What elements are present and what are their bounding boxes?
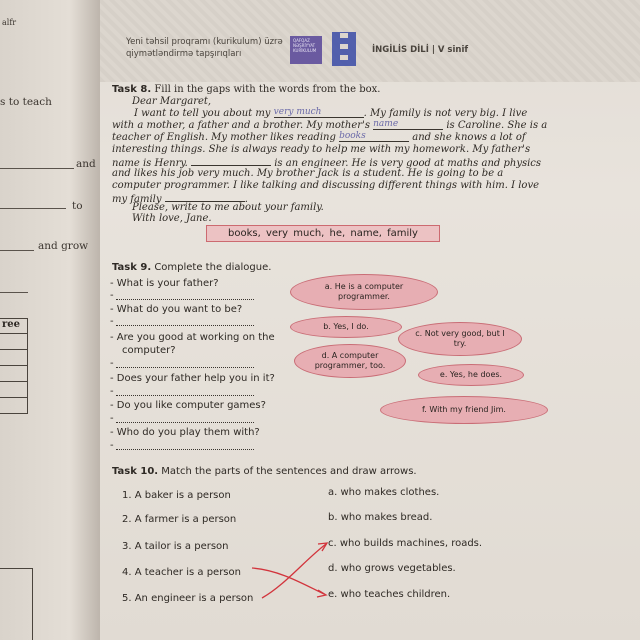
- letter-text: teacher of English. My mother likes reading: [112, 132, 336, 143]
- handwritten-answer: very much: [273, 107, 322, 117]
- match-left-2[interactable]: 2. A farmer is a person: [122, 514, 237, 525]
- answer-bubble-b[interactable]: b. Yes, I do.: [290, 316, 402, 338]
- match-left-1[interactable]: 1. A baker is a person: [122, 490, 231, 501]
- left-page-fragment: to: [72, 200, 83, 212]
- letter-text: I want to tell you about my: [134, 108, 271, 119]
- task9-heading: [112, 262, 271, 273]
- header-subject: İNGİLİS DİLİ | V sinif: [372, 45, 469, 55]
- match-right-c[interactable]: c. who builds machines, roads.: [328, 538, 483, 549]
- left-page-box: [0, 568, 33, 640]
- letter-text: With love, Jane.: [132, 213, 212, 224]
- match-left-3[interactable]: 3. A tailor is a person: [122, 541, 229, 552]
- left-page-blank: [0, 208, 66, 209]
- letter-text: and likes his job very much. My brother Jack is a student. He is going to be a: [112, 168, 504, 179]
- letter-line: [112, 132, 526, 143]
- publisher-logo: QAFQAZ NƏŞRİYYAT KURİKULUM: [290, 36, 322, 64]
- left-table-cell: [0, 382, 28, 398]
- left-table-cell: [0, 350, 28, 366]
- gap-field[interactable]: [165, 192, 245, 202]
- answer-bubble-f[interactable]: f. With my friend Jim.: [380, 396, 548, 424]
- dialogue-dash: -: [110, 386, 114, 397]
- match-right-e[interactable]: e. who teaches children.: [328, 589, 451, 600]
- gap-field[interactable]: [191, 156, 271, 166]
- left-table-cell: [0, 366, 28, 382]
- task9-label: Task 9.: [112, 262, 152, 273]
- task8-instruction: Fill in the gaps with the words from the box.: [154, 84, 381, 95]
- gap-field[interactable]: [373, 120, 443, 130]
- dialogue-question: - Do you like computer games?: [110, 400, 266, 411]
- left-page-blank: [0, 292, 28, 293]
- letter-text: computer programmer. I like talking and discussing different things with him. I love: [112, 180, 540, 191]
- letter-line: [112, 144, 530, 155]
- arrowhead-icon: [317, 590, 326, 597]
- letter-line: [112, 168, 503, 179]
- task10-label: Task 10.: [112, 466, 159, 477]
- header-program-title: [126, 36, 283, 60]
- left-table-cell: [0, 398, 28, 414]
- answer-bubble-d[interactable]: d. A computer programmer, too.: [294, 344, 406, 378]
- task8-heading: [112, 84, 380, 95]
- gap-field[interactable]: [339, 132, 409, 142]
- header-line-1: Yeni təhsil proqramı (kurikulum) üzrə: [126, 37, 283, 47]
- left-page-blank: [0, 250, 34, 251]
- letter-line: [112, 120, 547, 131]
- dialogue-dash: -: [110, 358, 114, 369]
- left-page-fragment: and grow: [38, 240, 89, 252]
- dialogue-dash: -: [110, 290, 114, 301]
- letter-text: with a mother, a father and a brother. My mother's: [112, 120, 370, 131]
- task10-heading: [112, 466, 417, 477]
- task8-label: Task 8.: [112, 84, 152, 95]
- dialogue-dash: -: [110, 413, 114, 424]
- left-page-fragment: and: [76, 158, 96, 170]
- answer-bubble-e[interactable]: e. Yes, he does.: [418, 364, 524, 386]
- handwritten-answer: books: [339, 131, 366, 141]
- letter-line: [112, 180, 539, 191]
- dialogue-answer-field[interactable]: [116, 366, 254, 368]
- letter-text: Please, write to me about your family.: [132, 202, 324, 213]
- letter-text: is an engineer. He is very good at maths and physics: [274, 158, 542, 169]
- answer-bubble-c[interactable]: c. Not very good, but I try.: [398, 322, 522, 356]
- task9-instruction: Complete the dialogue.: [154, 262, 272, 273]
- match-arrow-4-e: [252, 568, 324, 594]
- dialogue-question: - Does your father help you in it?: [110, 373, 275, 384]
- left-page: [0, 0, 100, 640]
- letter-text: is Caroline. She is a: [446, 120, 548, 131]
- letter-line: [132, 96, 211, 107]
- match-arrow-5-c: [262, 544, 326, 598]
- letter-text: my family: [112, 194, 162, 205]
- letter-line: [132, 213, 212, 224]
- dialogue-dash: -: [110, 316, 114, 327]
- word-box: books, very much, he, name, family: [206, 225, 440, 242]
- letter-text: . My family is not very big. I live: [363, 108, 528, 119]
- gap-field[interactable]: [274, 108, 364, 118]
- left-page-fragment: s to teach: [0, 96, 52, 108]
- dialogue-question: - Are you good at working on the: [110, 332, 275, 343]
- match-left-4[interactable]: 4. A teacher is a person: [122, 567, 241, 578]
- right-page: [100, 0, 640, 640]
- letter-line: [132, 202, 324, 213]
- dialogue-answer-field[interactable]: [116, 448, 254, 450]
- dialogue-answer-field[interactable]: [116, 421, 254, 423]
- left-page-blank: [0, 168, 74, 169]
- letter-text: Dear Margaret,: [132, 96, 212, 107]
- match-right-d[interactable]: d. who grows vegetables.: [328, 563, 456, 574]
- arrowhead-icon: [318, 543, 327, 551]
- letter-text: .: [244, 194, 248, 205]
- dialogue-question: - What is your father?: [110, 278, 219, 289]
- header-line-2: qiymətləndirmə tapşırıqları: [126, 49, 242, 59]
- match-right-a[interactable]: a. who makes clothes.: [328, 487, 440, 498]
- handwritten-answer: name: [373, 119, 399, 129]
- dialogue-question: - Who do you play them with?: [110, 427, 260, 438]
- left-page-fragment: alfr: [2, 18, 17, 27]
- letter-text: and she knows a lot of: [412, 132, 526, 143]
- letter-text: name is Henry.: [112, 158, 188, 169]
- match-left-5[interactable]: 5. An engineer is a person: [122, 593, 254, 604]
- dialogue-question-cont: computer?: [122, 345, 176, 356]
- left-table-cell: [0, 334, 28, 350]
- dialogue-answer-field[interactable]: [116, 324, 254, 326]
- dialogue-question: - What do you want to be?: [110, 304, 243, 315]
- left-table-header: ree: [0, 319, 28, 334]
- letter-line: [134, 108, 527, 119]
- dialogue-answer-field[interactable]: [116, 298, 254, 300]
- grid-logo-icon: [332, 32, 356, 66]
- left-page-table: [0, 318, 28, 414]
- dialogue-dash: -: [110, 440, 114, 451]
- match-right-b[interactable]: b. who makes bread.: [328, 512, 433, 523]
- task10-instruction: Match the parts of the sentences and draw arrows.: [161, 466, 417, 477]
- letter-text: interesting things. She is always ready to help me with my homework. My father's: [112, 144, 531, 155]
- answer-bubble-a[interactable]: a. He is a computer programmer.: [290, 274, 438, 310]
- dialogue-answer-field[interactable]: [116, 394, 254, 396]
